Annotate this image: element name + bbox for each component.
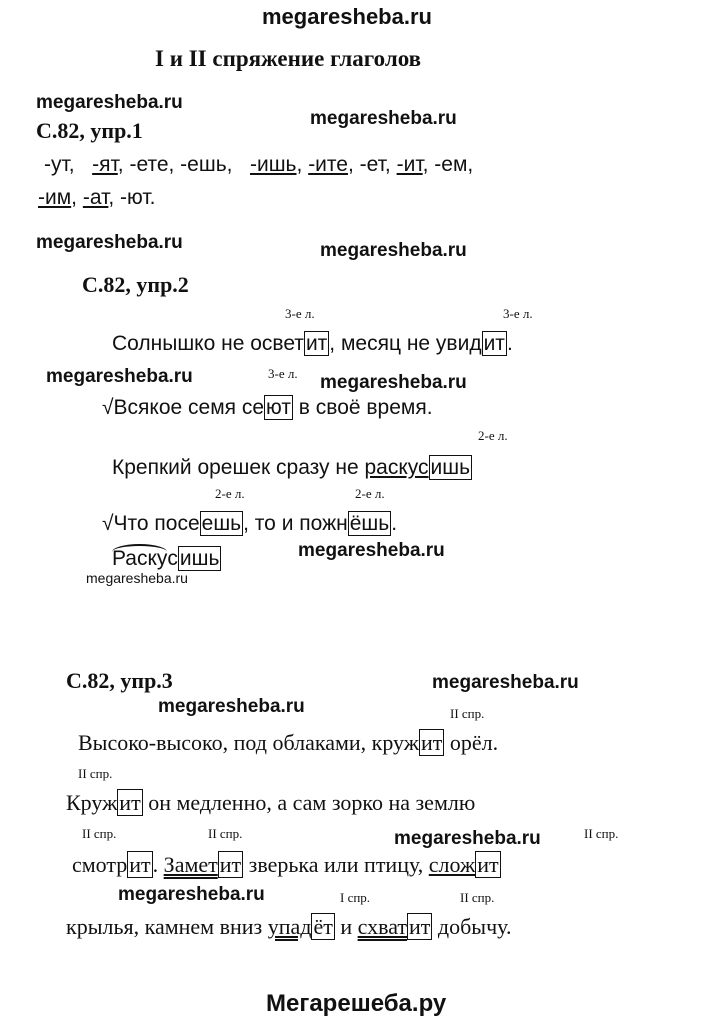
watermark: megaresheba.ru <box>36 92 183 113</box>
conjugation-note: II спр. <box>78 766 113 781</box>
proverb-1: Солнышко не осветит, месяц не увидит. <box>112 332 513 355</box>
person-note: 3-е л. <box>503 306 533 321</box>
watermark-small: megaresheba.ru <box>86 570 188 586</box>
conjugation-note: II спр. <box>460 890 495 905</box>
conjugation-note: II спр. <box>450 706 485 721</box>
watermark: megaresheba.ru <box>310 108 457 129</box>
watermark: megaresheba.ru <box>298 540 445 561</box>
exercise-1-line-1: -ут, -ят, -ете, -ешь, -ишь, -ите, -ет, -ит, -ем, <box>44 153 474 176</box>
conjugation-note: I спр. <box>340 890 371 905</box>
person-note: 3-е л. <box>285 306 315 321</box>
exercise-1-line-2: -им, -ат, -ют. <box>38 186 156 209</box>
person-note: 2-е л. <box>355 486 385 501</box>
text-line-3: смотрит. Заметит зверька или птицу, сложит <box>72 852 499 877</box>
person-note: 2-е л. <box>478 428 508 443</box>
proverb-2: √Всякое семя сеют в своё время. <box>102 396 433 419</box>
word-parse: Раскусишь <box>112 544 221 571</box>
conjugation-note: II спр. <box>584 826 619 841</box>
watermark: megaresheba.ru <box>158 696 305 717</box>
exercise-2-heading: С.82, упр.2 <box>82 272 189 297</box>
watermark: megaresheba.ru <box>320 240 467 261</box>
person-note: 3-е л. <box>268 366 298 381</box>
person-note: 2-е л. <box>215 486 245 501</box>
text-line-2: Кружит он медленно, а сам зорко на землю <box>66 790 476 815</box>
watermark: megaresheba.ru <box>118 884 265 905</box>
site-footer: Мегарешеба.ру <box>266 990 447 1017</box>
exercise-3-heading: С.82, упр.3 <box>66 668 173 693</box>
site-watermark-top: megaresheba.ru <box>262 4 432 29</box>
text-line-4: крылья, камнем вниз упадёт и схватит добычу. <box>66 914 512 939</box>
page-title: I и II спряжение глаголов <box>155 46 422 71</box>
conjugation-note: II спр. <box>208 826 243 841</box>
text-line-1: Высоко-высоко, под облаками, кружит орёл. <box>78 730 499 755</box>
watermark: megaresheba.ru <box>394 828 541 849</box>
conjugation-note: II спр. <box>82 826 117 841</box>
proverb-3: Крепкий орешек сразу не раскусишь <box>112 456 471 479</box>
watermark: megaresheba.ru <box>46 366 193 387</box>
watermark: megaresheba.ru <box>320 372 467 393</box>
watermark: megaresheba.ru <box>432 672 579 693</box>
exercise-1-heading: С.82, упр.1 <box>36 118 143 143</box>
watermark: megaresheba.ru <box>36 232 183 253</box>
proverb-4: √Что посеешь, то и пожнёшь. <box>102 512 398 535</box>
